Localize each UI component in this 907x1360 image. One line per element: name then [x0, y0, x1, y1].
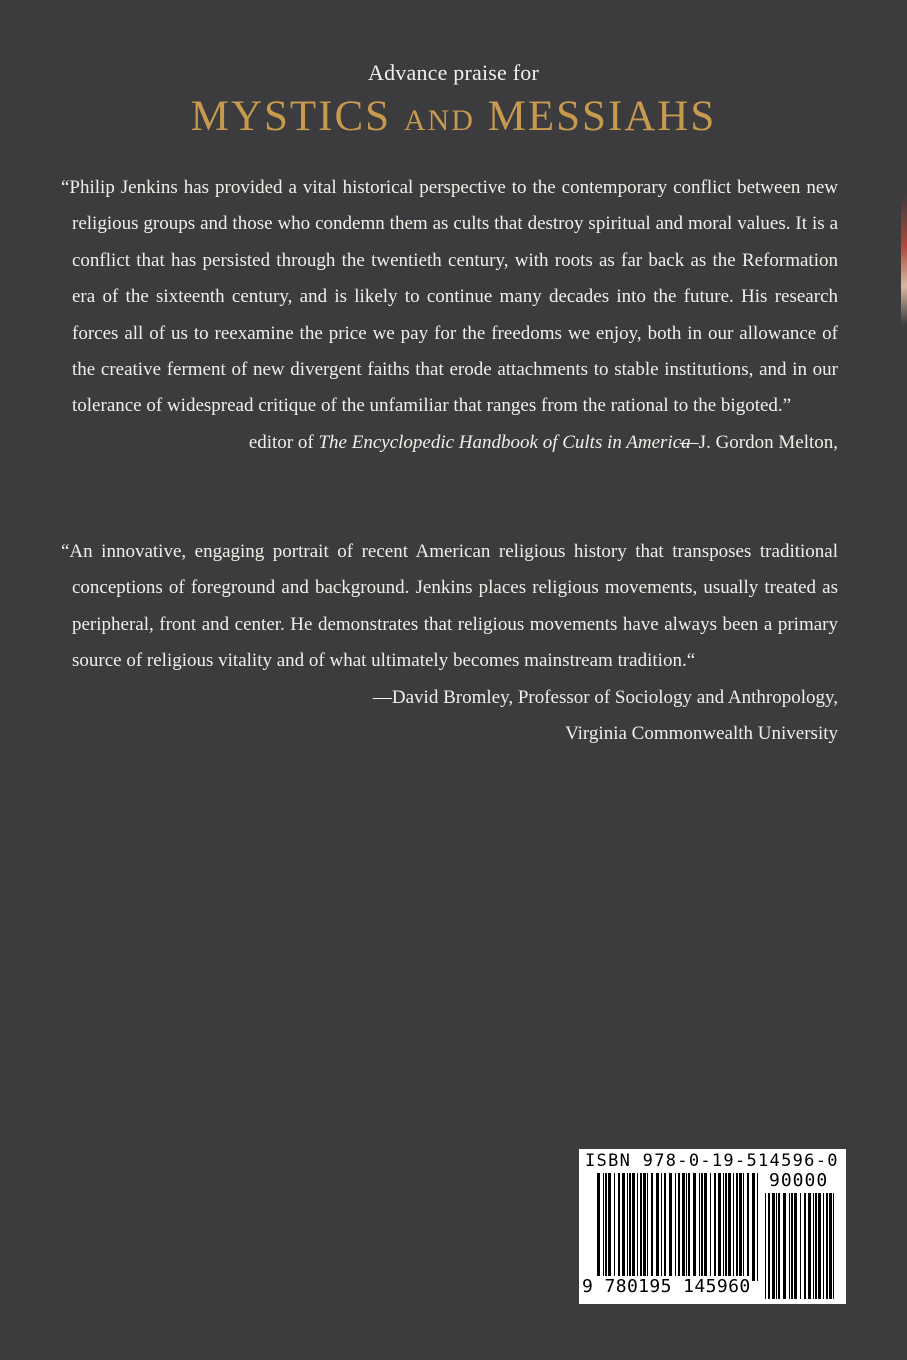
barcode-bar [627, 1173, 628, 1281]
blurb-melton-author: —J. Gordon Melton, [679, 431, 838, 453]
barcode-bar [605, 1173, 607, 1281]
barcode-bar [675, 1173, 676, 1281]
barcode-bar [818, 1193, 821, 1299]
barcode-bar [728, 1173, 731, 1281]
barcode-bar [800, 1193, 801, 1299]
barcode-bar [629, 1173, 631, 1281]
barcode-bar [678, 1173, 680, 1281]
barcode-bar [829, 1193, 832, 1299]
addon-bars [765, 1193, 835, 1299]
isbn-number: ISBN 978-0-19-514596-0 [585, 1151, 839, 1171]
barcode-bar [699, 1173, 700, 1281]
barcode-bar [701, 1173, 703, 1281]
barcode-bar [682, 1173, 685, 1281]
blurb-bromley [61, 534, 838, 752]
barcode-bar [603, 1173, 604, 1281]
price-code: 90000 [769, 1170, 829, 1191]
barcode-bar [614, 1173, 615, 1281]
barcode-bar [778, 1193, 780, 1299]
blurb-bromley-affiliation: Virginia Commonwealth University [565, 723, 838, 745]
blurb-melton [61, 170, 838, 461]
title-word-messiahs: MESSIAHS [487, 93, 717, 140]
barcode-bar [688, 1173, 690, 1281]
book-title [0, 92, 907, 141]
blurb-melton-text: “Philip Jenkins has provided a vital historical perspective to the contemporary conflict between new religious groups and those who condemn them as cults that destroy spiritual and moral values. It is a conflict that has persisted through the twentieth century, with roots as far back as the Reformation era of the sixteenth century, and is likely to continue many decades into the future. His research forces all of us to reexamine the price we pay for the freedoms we enjoy, both in our allowance of the creative ferment of new divergent faiths that erode attachments to stable institutions, and in our tolerance of widespread critique of the unfamiliar that ranges from the rational to the bigoted.” [61, 177, 838, 417]
advance-praise-heading: Advance praise for [368, 60, 539, 85]
barcode-bar [739, 1173, 742, 1281]
barcode-bar [669, 1173, 672, 1281]
barcode-bar [815, 1193, 817, 1299]
blurb-bromley-author: —David Bromley, Professor of Sociology and Anthropology, [372, 686, 838, 708]
barcode-bar [622, 1173, 625, 1281]
ean-digits: 9 780195 145960 [582, 1276, 751, 1297]
barcode-bar [640, 1173, 642, 1281]
barcode-bar [808, 1193, 811, 1299]
barcode-bar [704, 1173, 707, 1281]
barcode-bar [656, 1173, 659, 1281]
barcode-bar [651, 1173, 653, 1281]
barcode-bar [765, 1193, 766, 1299]
barcode-bar [776, 1193, 777, 1299]
barcode-bar [710, 1173, 711, 1281]
barcode-bar [608, 1173, 611, 1281]
barcode-bar [647, 1173, 648, 1281]
barcode-bar [783, 1193, 786, 1299]
barcode-bar [747, 1173, 749, 1281]
barcode-bar [718, 1173, 721, 1281]
blurb-melton-book-title: The Encyclopedic Handbook of Cults in America [318, 431, 691, 453]
barcode-bar [664, 1173, 666, 1281]
barcode-bar [714, 1173, 716, 1281]
title-word-mystics: MYSTICS [190, 93, 392, 140]
barcode-bar [643, 1173, 646, 1281]
ean13-bars [597, 1173, 759, 1281]
barcode-bar [757, 1173, 758, 1281]
barcode-bar [804, 1193, 806, 1299]
barcode-bar [743, 1173, 744, 1281]
barcode-bar [768, 1193, 770, 1299]
barcode-bar [661, 1173, 662, 1281]
barcode-bar [632, 1173, 635, 1281]
title-word-and: and [403, 93, 475, 140]
barcode-bar [826, 1193, 828, 1299]
barcode-bar [813, 1193, 814, 1299]
barcode-bar [791, 1193, 793, 1299]
barcode-bar [725, 1173, 727, 1281]
barcode-bar [736, 1173, 738, 1281]
barcode-bar [833, 1193, 834, 1299]
barcode-bar [693, 1173, 696, 1281]
barcode-bar [772, 1193, 775, 1299]
barcode-bar [618, 1173, 620, 1281]
barcode-bar [686, 1173, 687, 1281]
blurb-melton-credential-prefix: editor of [248, 431, 319, 453]
barcode-bar [597, 1173, 600, 1281]
barcode-bar [733, 1173, 734, 1281]
cover-edge-strip [901, 195, 907, 325]
blurb-bromley-text: “An innovative, engaging portrait of recent American religious history that transposes traditional conceptions of foreground and background. Jenkins places religious movements, usually treated as peripheral, front and center. He demonstrates that religious movements have always been a primary source of religious vitality and of what ultimately becomes mainstream tradition.“ [61, 541, 838, 672]
isbn-barcode [579, 1149, 846, 1304]
barcode-bar [789, 1193, 790, 1299]
barcode-bar [823, 1193, 824, 1299]
barcode-bar [794, 1193, 797, 1299]
barcode-bar [752, 1173, 755, 1281]
barcode-bar [723, 1173, 724, 1281]
barcode-bar [637, 1173, 638, 1281]
